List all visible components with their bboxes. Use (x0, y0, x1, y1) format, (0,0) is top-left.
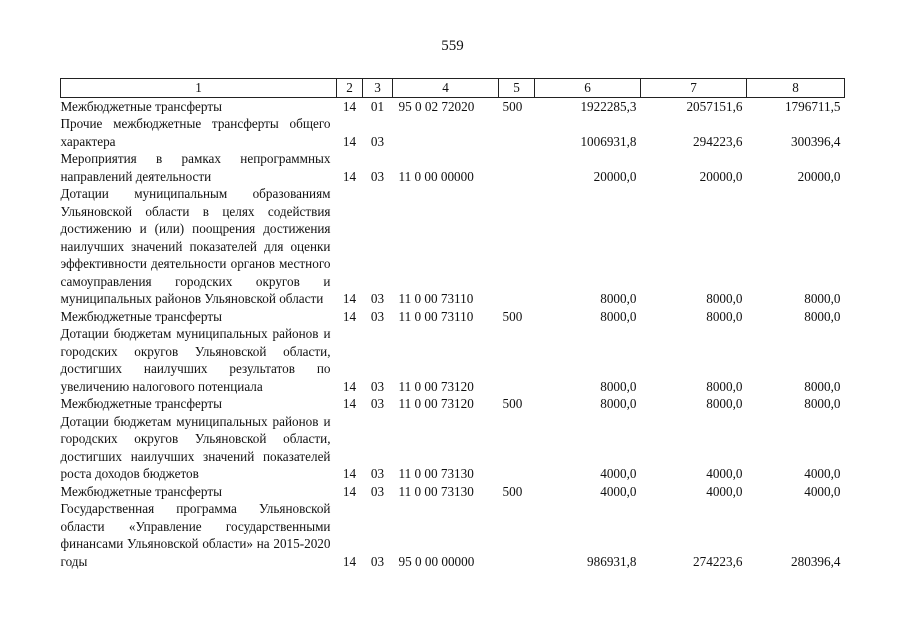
row-section: 14 (342, 483, 357, 499)
row-value-col7: 8000,0 (706, 396, 743, 411)
row-section: 14 (342, 291, 357, 306)
row-expense-type (499, 185, 535, 308)
table-row (61, 150, 845, 185)
budget-table (60, 78, 845, 570)
row-subsection: 03 (370, 308, 385, 324)
table-row (61, 325, 845, 395)
row-target-article: 11 0 00 73110 (398, 308, 474, 324)
row-subsection: 03 (370, 466, 385, 481)
row-subsection: 03 (370, 483, 385, 499)
table-row (61, 115, 845, 150)
row-target-article: 11 0 00 73130 (398, 466, 474, 481)
row-subsection: 03 (370, 553, 385, 569)
row-value-col6: 1006931,8 (580, 133, 637, 149)
header-col-6: 6 (535, 79, 641, 98)
row-value-col8: 300396,4 (791, 133, 841, 149)
row-section: 14 (342, 466, 357, 481)
row-value-col8: 8000,0 (804, 308, 841, 324)
row-expense-type (499, 413, 535, 483)
row-value-col7: 2057151,6 (686, 98, 743, 114)
row-value-col6: 4000,0 (600, 466, 637, 481)
row-value-col6: 8000,0 (600, 378, 637, 394)
header-col-8: 8 (747, 79, 845, 98)
row-value-col6: 20000,0 (593, 168, 637, 184)
row-target-article: 95 0 02 72020 (398, 98, 475, 114)
row-value-col7: 8000,0 (706, 378, 743, 394)
header-col-7: 7 (641, 79, 747, 98)
row-value-col8: 8000,0 (804, 291, 841, 306)
row-subsection: 03 (370, 168, 385, 184)
row-name: Государственная программа Ульяновской области «Управление государственными финансами Ульяновской области» на 2015-2020 годы (60, 501, 331, 569)
row-value-col6: 8000,0 (600, 291, 637, 306)
row-subsection: 03 (370, 291, 385, 306)
header-col-5: 5 (499, 79, 535, 98)
row-name: Межбюджетные трансферты (60, 483, 222, 499)
row-value-col7: 294223,6 (693, 133, 743, 149)
row-section: 14 (342, 378, 357, 394)
row-section: 14 (342, 553, 357, 569)
row-value-col6: 4000,0 (600, 483, 637, 499)
row-value-col7: 8000,0 (706, 291, 743, 306)
row-subsection: 03 (370, 396, 385, 411)
row-target-article: 95 0 00 00000 (398, 553, 475, 569)
table-row (61, 483, 845, 501)
row-value-col8: 8000,0 (804, 378, 841, 394)
row-value-col7: 8000,0 (706, 308, 743, 324)
header-col-3: 3 (363, 79, 393, 98)
table-row (61, 308, 845, 326)
row-value-col8: 20000,0 (797, 168, 841, 184)
row-name: Дотации бюджетам муниципальных районов и городских округов Ульяновской области, достигших наилучших результатов по увеличению налогового потенциала (60, 326, 331, 394)
row-value-col7: 4000,0 (706, 466, 743, 481)
row-expense-type (499, 115, 535, 150)
row-name: Мероприятия в рамках непрограммных направлений деятельности (60, 151, 331, 184)
row-section: 14 (342, 98, 357, 114)
table-header-row (61, 79, 845, 98)
row-name: Межбюджетные трансферты (60, 308, 222, 324)
row-expense-type: 500 (502, 98, 523, 114)
row-section: 14 (342, 308, 357, 324)
row-name: Прочие межбюджетные трансферты общего характера (60, 116, 331, 149)
row-target-article (393, 115, 499, 150)
row-target-article: 11 0 00 73110 (398, 291, 474, 306)
row-value-col7: 20000,0 (699, 168, 743, 184)
row-value-col8: 8000,0 (804, 396, 841, 411)
table-row (61, 500, 845, 570)
table-row (61, 185, 845, 308)
row-expense-type (499, 150, 535, 185)
row-name: Дотации муниципальным образованиям Ульяновской области в целях содействия достижению и (или) поощрения достижения наилучших значений показателей для оценки эффективности деятельности органов местного самоуправления городских округов и муниципальных районов Ульяновской области (60, 186, 331, 306)
row-value-col6: 8000,0 (600, 396, 637, 411)
table-row (61, 413, 845, 483)
header-col-1: 1 (61, 79, 337, 98)
row-value-col7: 4000,0 (706, 483, 743, 499)
row-expense-type: 500 (502, 308, 523, 324)
row-value-col8: 4000,0 (804, 466, 841, 481)
row-expense-type: 500 (502, 483, 523, 499)
row-target-article: 11 0 00 73120 (398, 396, 474, 411)
row-name: Дотации бюджетам муниципальных районов и городских округов Ульяновской области, достигших наилучших значений показателей роста доходов бюджетов (60, 413, 331, 481)
row-value-col7: 274223,6 (693, 553, 743, 569)
row-value-col8: 4000,0 (804, 483, 841, 499)
row-subsection: 03 (370, 133, 385, 149)
row-value-col8: 1796711,5 (784, 98, 841, 114)
row-value-col6: 8000,0 (600, 308, 637, 324)
table-row (61, 395, 845, 413)
row-value-col6: 986931,8 (587, 553, 637, 569)
row-section: 14 (342, 133, 357, 149)
row-expense-type (499, 325, 535, 395)
row-target-article: 11 0 00 73130 (398, 483, 474, 499)
row-section: 14 (342, 168, 357, 184)
row-value-col6: 1922285,3 (580, 98, 637, 114)
row-section: 14 (342, 396, 357, 411)
header-col-2: 2 (337, 79, 363, 98)
row-expense-type: 500 (502, 396, 523, 411)
header-col-4: 4 (393, 79, 499, 98)
row-subsection: 01 (370, 98, 385, 114)
row-target-article: 11 0 00 73120 (398, 378, 474, 394)
table-body (61, 97, 845, 570)
row-name: Межбюджетные трансферты (60, 396, 222, 411)
row-value-col8: 280396,4 (791, 553, 841, 569)
row-expense-type (499, 500, 535, 570)
row-name: Межбюджетные трансферты (60, 98, 222, 114)
page-number: 559 (441, 38, 464, 54)
row-target-article: 11 0 00 00000 (398, 168, 474, 184)
row-subsection: 03 (370, 378, 385, 394)
table-row (61, 97, 845, 115)
